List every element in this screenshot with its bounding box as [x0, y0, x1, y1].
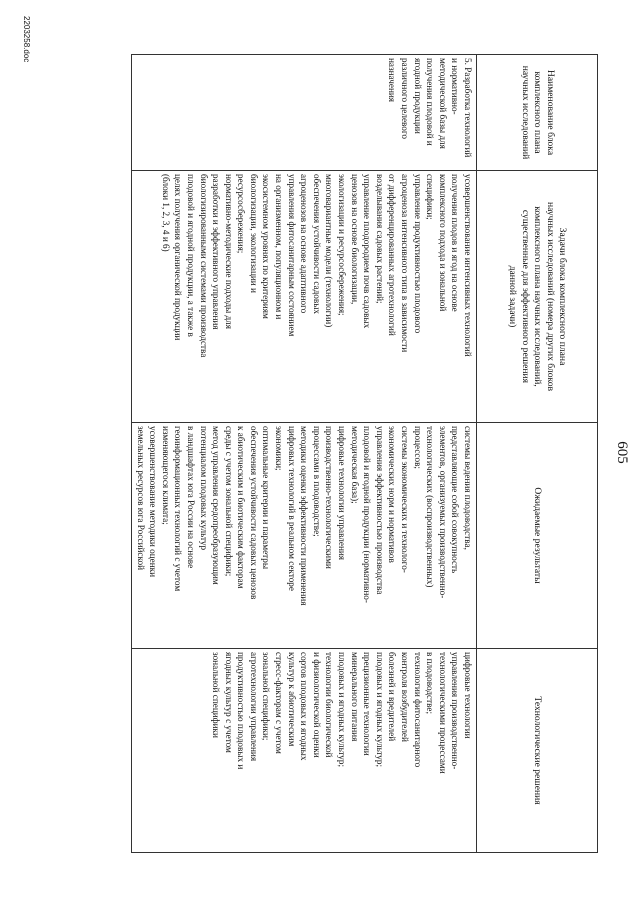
text-line: Технологические решения: [532, 696, 544, 805]
text-line: среды с учетом зональной специфики;: [223, 426, 234, 577]
document-filename: 2203258.doc: [22, 16, 31, 63]
table-row: [131, 55, 476, 853]
text-line: агроценозов на основе адаптивного: [299, 174, 310, 314]
text-line: целях получения органической продукции: [173, 174, 184, 341]
text-line: агротехнологии управления: [248, 652, 259, 762]
text-line: усовершенствование интенсивных технологий: [463, 174, 473, 357]
text-line: Наименование блока: [544, 69, 556, 156]
text-line: обеспечения устойчивости садовых: [311, 174, 322, 315]
text-line: сортов плодовых и ягодных: [299, 652, 310, 761]
text-line: плодовой и ягодной продукции (нормативно-: [362, 426, 373, 603]
text-line: нормативно-методические подходы для: [223, 174, 234, 329]
text-line: (блоки 1, 2, 3, 4 и 6): [160, 174, 171, 252]
text-line: различного целевого: [400, 58, 411, 140]
text-line: к абиотическим и биотическим факторам: [236, 426, 247, 589]
text-line: на организменном, популяционном и: [274, 174, 285, 320]
text-line: в плодоводстве;: [425, 652, 436, 715]
text-line: управление плодородием почв садовых: [362, 174, 373, 329]
header-expected-results: [477, 423, 598, 649]
text-line: управления фитосанитарным состоянием: [286, 174, 297, 337]
text-line: минерального питания: [349, 652, 360, 742]
text-line: агроценоза интенсивного типа в зависимости: [400, 174, 411, 353]
text-line: прецизионные технологии: [362, 652, 373, 756]
text-line: производственно-технологическими: [324, 426, 335, 569]
text-line: ягодной продукции: [412, 58, 423, 134]
text-line: геоинформационных технологий с учетом: [173, 426, 184, 592]
research-plan-table: [131, 54, 598, 853]
text-line: комплексного подхода и зональной: [437, 174, 448, 312]
cell-expected-results: [131, 423, 476, 649]
text-line: ресурсосбережения;: [236, 174, 247, 254]
text-line: продуктивностью плодовых и: [236, 652, 247, 770]
text-line: получения плодовой и: [425, 58, 436, 146]
text-line: разработки и эффективного управления: [211, 174, 222, 330]
text-line: технологии фитосанитарного: [412, 652, 423, 768]
text-line: контроля возбудителей: [400, 652, 411, 742]
text-line: экономических норм и нормативов: [387, 426, 398, 563]
text-line: комплексного плана: [532, 71, 544, 154]
header-tasks: [477, 171, 598, 423]
text-line: получения плодов и ягод на основе: [450, 174, 461, 312]
text-line: системы экономических и технолого-: [400, 426, 411, 573]
cell-tasks: [131, 171, 476, 423]
text-line: комплексного плана научных исследований,: [532, 206, 544, 387]
text-line: цифровых технологий в реальном секторе: [286, 426, 297, 591]
text-line: элементов, организуемых производственно-: [437, 426, 448, 599]
text-line: цифровые технологии: [463, 652, 473, 739]
text-line: зональной специфики: [211, 652, 222, 738]
text-line: ягодных культур с учетом: [223, 652, 234, 753]
page-number: 605: [614, 441, 630, 464]
text-line: биологизированными системами производства: [198, 174, 209, 358]
text-line: изменяющегося климата;: [160, 426, 171, 525]
text-line: экономики;: [274, 426, 285, 471]
text-line: земельных ресурсов юга Российской: [135, 426, 146, 570]
text-line: научных исследований (номера других блоков: [544, 201, 556, 392]
text-line: экологизации и ресурсосбережения;: [337, 174, 348, 316]
text-line: плодовых и ягодных культур;: [337, 652, 348, 768]
header-block-name: [477, 55, 598, 171]
text-line: метод управления средопреобразующим: [211, 426, 222, 585]
text-line: цифровые технологии управления: [337, 426, 348, 561]
text-line: управления производственно-: [450, 652, 461, 770]
text-line: усовершенствование методики оценки: [148, 426, 159, 578]
text-line: от дифференцированных агротехнологий: [387, 174, 398, 336]
text-line: методики оценки эффективности применения: [299, 426, 310, 606]
text-line: данной задачи): [507, 265, 519, 328]
text-line: стресс-факторам с учетом: [274, 652, 285, 754]
text-line: системы ведения плодоводства,: [463, 426, 473, 550]
text-line: культур к абиотическим: [286, 652, 297, 747]
text-line: процессами в плодоводстве;: [311, 426, 322, 537]
text-line: научных исследований: [519, 65, 531, 160]
text-line: оптимальные критерии и параметры: [261, 426, 272, 570]
text-line: экосистемном уровнях по критериям: [261, 174, 272, 319]
text-line: и нормативно-: [450, 58, 461, 115]
text-line: зональной специфики;: [261, 652, 272, 741]
text-line: существенные для эффективного решения: [519, 209, 531, 384]
text-line: управление продуктивностью плодового: [412, 174, 423, 334]
text-line: Задачи блока комплексного плана: [557, 227, 569, 366]
cell-block-name: [131, 55, 476, 171]
text-line: многовариантные модели (технологии): [324, 174, 335, 328]
text-line: потенциалом плодовых культур: [198, 426, 209, 551]
text-line: технологических (воспроизводственных): [425, 426, 436, 588]
text-line: болезней и вредителей: [387, 652, 398, 742]
text-line: Ожидаемые результаты: [532, 487, 544, 584]
text-line: обеспечения устойчивости садовых ценозов: [248, 426, 259, 600]
text-line: возделывания садовых растений;: [374, 174, 385, 304]
table-header-row: [477, 55, 598, 853]
text-line: 5. Разработка технологий: [463, 58, 473, 158]
text-line: плодовых и ягодных культур;: [374, 652, 385, 768]
text-line: технологическими процессами: [437, 652, 448, 774]
text-line: представляющие собой совокупность: [450, 426, 461, 574]
text-line: биологизации, экологизации и: [248, 174, 259, 293]
text-line: технологии биологической: [324, 652, 335, 758]
cell-technological-solutions: [131, 649, 476, 853]
text-line: методической базы для: [437, 58, 448, 149]
text-line: управления эффективностью производства: [374, 426, 385, 595]
text-line: специфики;: [425, 174, 436, 220]
text-line: плодовой и ягодной продукции, а также в: [185, 174, 196, 337]
text-line: методическая база);: [349, 426, 360, 504]
text-line: назначения: [387, 58, 398, 103]
text-line: процессов;: [412, 426, 423, 469]
text-line: в ландшафтах юга России на основе: [185, 426, 196, 569]
text-line: ценозов на основе биологизации,: [349, 174, 360, 305]
text-line: и физиологической оценки: [311, 652, 322, 758]
header-technological-solutions: [477, 649, 598, 853]
